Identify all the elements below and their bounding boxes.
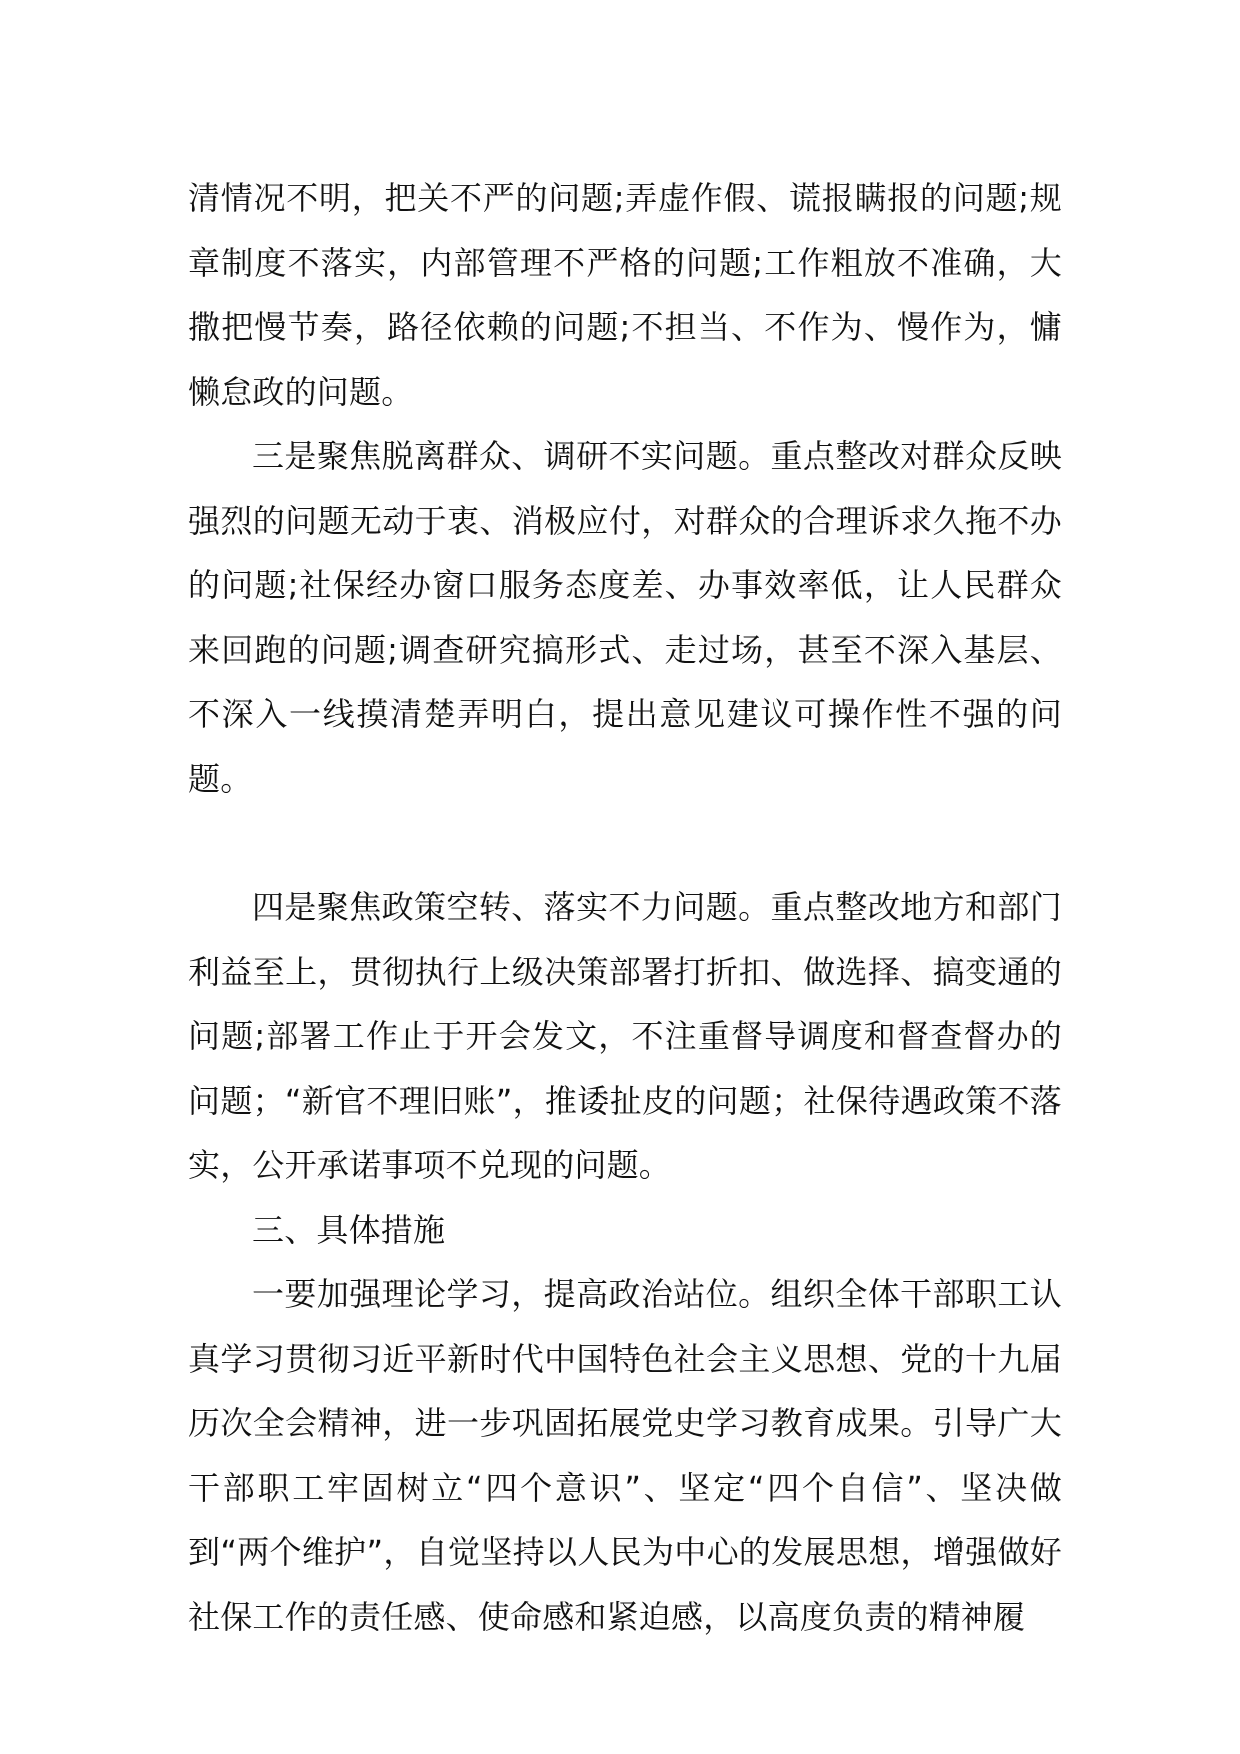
document-body [188, 166, 1062, 1649]
section-heading-measures: 三、具体措施 [252, 1210, 446, 1249]
paragraph-continuation: 清情况不明，把关不严的问题;弄虚作假、谎报瞒报的问题;规章制度不落实，内部管理不严格的问题;工作粗放不准确，大撒把慢节奏，路径依赖的问题;不担当、不作为、慢作为，慵懒怠政的问题。 [188, 179, 1062, 411]
paragraph-point-four: 四是聚焦政策空转、落实不力问题。重点整改地方和部门利益至上，贯彻执行上级决策部署打折扣、做选择、搞变通的问题;部署工作止于开会发文，不注重督导调度和督查督办的问题；“新官不理旧账”，推诿扯皮的问题；社保待遇政策不落实，公开承诺事项不兑现的问题。 [188, 888, 1062, 1184]
paragraph-spacer [188, 811, 1062, 875]
paragraph-measure-one: 一要加强理论学习，提高政治站位。组织全体干部职工认真学习贯彻习近平新时代中国特色社会主义思想、党的十九届历次全会精神，进一步巩固拓展党史学习教育成果。引导广大干部职工牢固树立“四个意识”、坚定“四个自信”、坚决做到“两个维护”，自觉坚持以人民为中心的发展思想，增强做好社保工作的责任感、使命感和紧迫感，以高度负责的精神履 [188, 1275, 1062, 1636]
paragraph-point-three: 三是聚焦脱离群众、调研不实问题。重点整改对群众反映强烈的问题无动于衷、消极应付，对群众的合理诉求久拖不办的问题;社保经办窗口服务态度差、办事效率低，让人民群众来回跑的问题;调查研究搞形式、走过场，甚至不深入基层、不深入一线摸清楚弄明白，提出意见建议可操作性不强的问题。 [188, 437, 1062, 798]
